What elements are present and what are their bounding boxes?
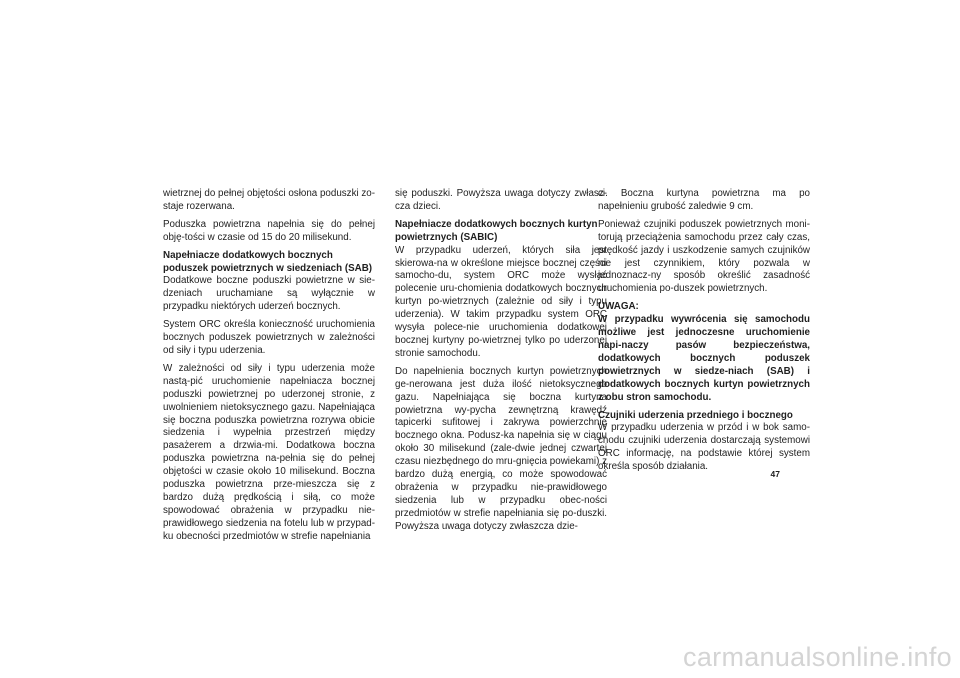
paragraph: W przypadku uderzeń, których siła jest skierowa-na w określone miejsce bocznej części samocho-du, system ORC może wysłać polecenie uru-chomienia dodatkowych bocznych kurtyn po-wietrznych (zależnie od siły i typu uderzenia). W takim przypadku system ORC wysyła polece-nie uruchomienia dodatkowej bocznej kurtyny po-wietrznej tylko po uderzonej stronie samochodu. <box>395 244 607 359</box>
paragraph: System ORC określa konieczność uruchomienia bocznych poduszek powietrznych w zależności od siły i typu uderzenia. <box>163 319 375 356</box>
paragraph: Dodatkowe boczne poduszki powietrzne w sie-dzeniach uruchamiane są wyłącznie w przypadku niektórych uderzeń bocznych. <box>163 275 375 313</box>
paragraph: Do napełnienia bocznych kurtyn powietrznych ge-nerowana jest duża ilość nietoksycznego gazu. Napełniająca się boczna kurtyna powietrzna wy-pycha zewnętrzną krawędź tapicerki sufitowej i zakrywa powierzchnię bocznego okna. Podusz-ka napełnia się w ciągu około 30 milisekund (zale-dwie jednej czwartej czasu niezbędnego do mru-gnięcia powiekami) z bardzo dużą energią, co może spowodować obrażenia w przypadku nie-prawidłowego siedzenia lub w przypadku obec-ności przedmiotów w strefie napełniania się po-duszki. Powyższa uwaga dotyczy zwłaszcza dzie- <box>395 365 607 532</box>
section-heading-sab: Napełniacze dodatkowych bocznych poduszek powietrznych w siedzeniach (SAB) <box>163 249 373 274</box>
text-column-left <box>163 188 375 549</box>
text-column-right <box>598 188 810 479</box>
section-heading-sabic: Napełniacze dodatkowych bocznych kurtyn powietrznych (SABIC) <box>395 218 598 243</box>
paragraph: Ponieważ czujniki poduszek powietrznych moni-torują przeciążenia samochodu przez cały czas, prędkość jazdy i uszkodzenie samych czujników nie jest czynnikiem, który pozwala w jednoznacz-ny sposób określić zasadność uruchomienia po-duszek powietrznych. <box>598 218 810 295</box>
warning-title: UWAGA: <box>598 301 639 313</box>
section-heading-sensors: Czujniki uderzenia przedniego i bocznego <box>598 409 793 421</box>
paragraph: się poduszki. Powyższa uwaga dotyczy zwłasz-cza dzieci. <box>395 188 607 212</box>
page-number: 47 <box>770 469 780 479</box>
warning-text: W przypadku wywrócenia się samochodu możliwe jest jednoczesne uruchomienie napi-naczy pasów bezpieczeństwa, dodatkowych bocznych poduszek powietrznych w siedze-niach (SAB) i dodatkowych bocznych kurtyn powietrznych z obu stron samochodu. <box>598 314 810 403</box>
text-column-middle <box>395 188 607 539</box>
paragraph: ci. Boczna kurtyna powietrzna ma po napełnieniu grubość zaledwie 9 cm. <box>598 188 810 212</box>
paragraph: W przypadku uderzenia w przód i w bok samo-chodu czujniki uderzenia dostarczają systemowi ORC informację, na podstawie której system określa sposób działania. <box>598 422 810 473</box>
paragraph: Poduszka powietrzna napełnia się do pełnej obję-tości w czasie od 15 do 20 milisekund. <box>163 218 375 243</box>
watermark: carmanualsonline.info <box>683 642 952 672</box>
paragraph: W zależności od siły i typu uderzenia może nastą-pić uruchomienie napełniacza bocznej poduszki powietrznej po uderzonej stronie, z uwolnieniem nietoksycznego gazu. Napełniająca się boczna poduszka powietrzna rozrywa obicie siedzenia i wypełnia przestrzeń między pasażerem a drzwia-mi. Dodatkowa boczna poduszka powietrzna na-pełnia się do pełnej objętości w czasie około 10 milisekund. Boczna poduszka powietrzna prze-mieszcza się z bardzo dużą prędkością i siłą, co może spowodować obrażenia w przypadku nie-prawidłowego siedzenia na fotelu lub w przypad-ku obecności przedmiotów w strefie napełniania <box>163 362 375 542</box>
paragraph: wietrznej do pełnej objętości osłona poduszki zo-staje rozerwana. <box>163 188 375 212</box>
